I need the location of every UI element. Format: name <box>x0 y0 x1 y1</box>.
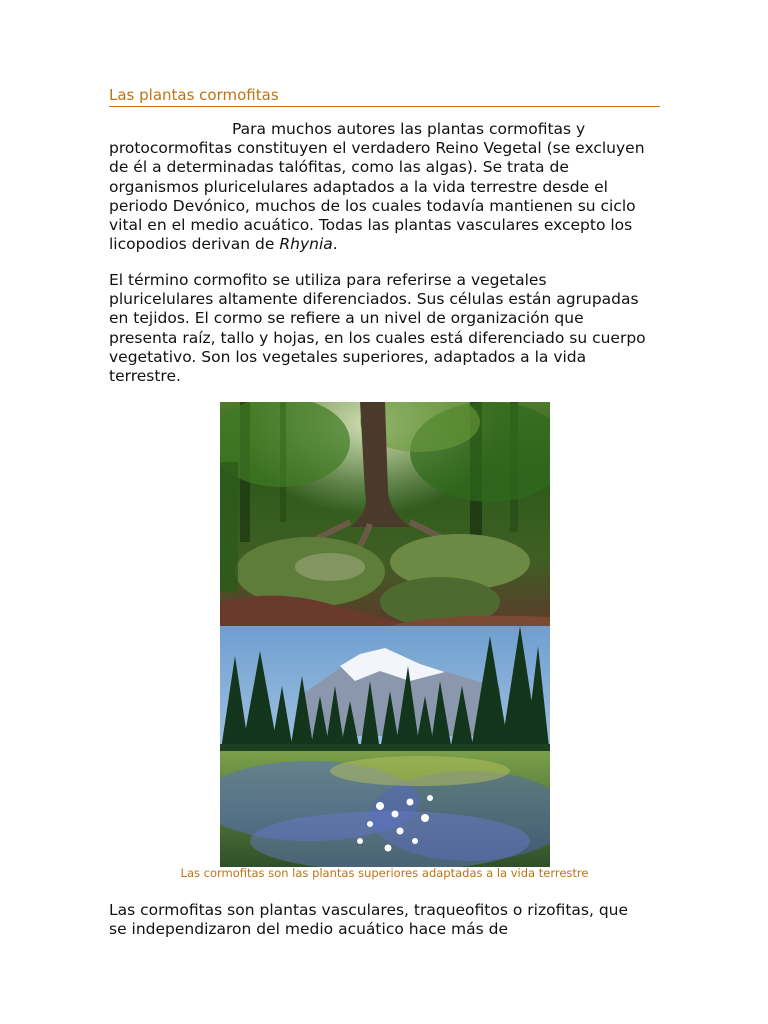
paragraph-1-text: Para muchos autores las plantas cormofitas y protocormofitas constituyen el verdadero Reino Vegetal (se excluyen de él a determinadas talófitas, como las algas). Se trata de organismos pluricelulares adaptados a la vida terrestre desde el periodo Devónico, muchos de los cuales todavía mantienen su ciclo vital en el medio acuático. Todas las plantas vasculares excepto los licopodios derivan de <box>109 120 645 254</box>
mountain-meadow-photo <box>220 626 550 867</box>
paragraph-2: El término cormofito se utiliza para referirse a vegetales pluricelulares altamente diferenciados. Sus células están agrupadas en tejidos. El cormo se refiere a un nivel de organización que presenta raíz, tallo y hojas, en los cuales está diferenciado su cuerpo vegetativo. Son los vegetales superiores, adaptados a la vida terrestre. <box>109 271 646 386</box>
paragraph-1-end: . <box>332 235 338 254</box>
paragraph-3: Las cormofitas son plantas vasculares, traqueofitos o rizofitas, que se independizaron del medio acuático hace más de <box>109 901 629 939</box>
figure-caption: Las cormofitas son las plantas superiores adaptadas a la vida terrestre <box>180 866 589 880</box>
forest-photo <box>220 402 550 626</box>
paragraph-1 <box>109 120 649 254</box>
genus-name-rhynia: Rhynia <box>279 235 333 254</box>
section-heading: Las plantas cormofitas <box>109 86 660 107</box>
